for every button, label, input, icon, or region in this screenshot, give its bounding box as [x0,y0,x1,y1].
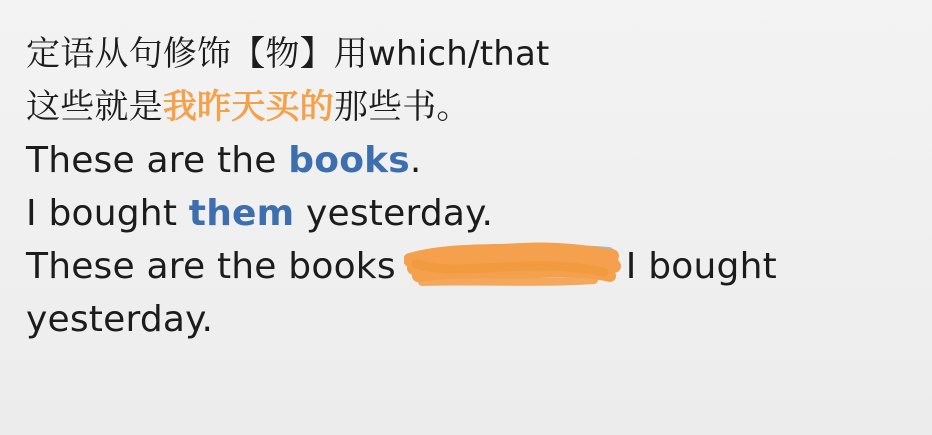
cn-before: 这些就是 [26,87,163,127]
combined-sentence-continuation [26,293,916,346]
combined-sentence [26,240,916,293]
slide-content [26,28,916,346]
scribble-mask [404,244,622,284]
english-sentence-2 [26,187,916,240]
s1-highlight-books: books [288,140,410,181]
s2-highlight-them: them [188,193,295,234]
cn-after: 那些书。 [333,87,471,127]
title-text: 定语从句修饰【物】用which/that [26,34,550,74]
combined-after: I bought [625,246,777,287]
s1-after: . [409,140,422,181]
title-line [26,28,916,81]
combined-before: These are the books [26,246,396,287]
chinese-sentence [26,81,916,134]
s2-after: yesterday. [294,193,494,234]
s1-before: These are the [26,140,289,181]
s2-before: I bought [26,193,189,234]
orange-scribble-icon [404,238,622,290]
english-sentence-1 [26,134,916,187]
combined-continuation: yesterday. [26,299,214,340]
cn-highlight: 我昨天买的 [162,87,334,127]
